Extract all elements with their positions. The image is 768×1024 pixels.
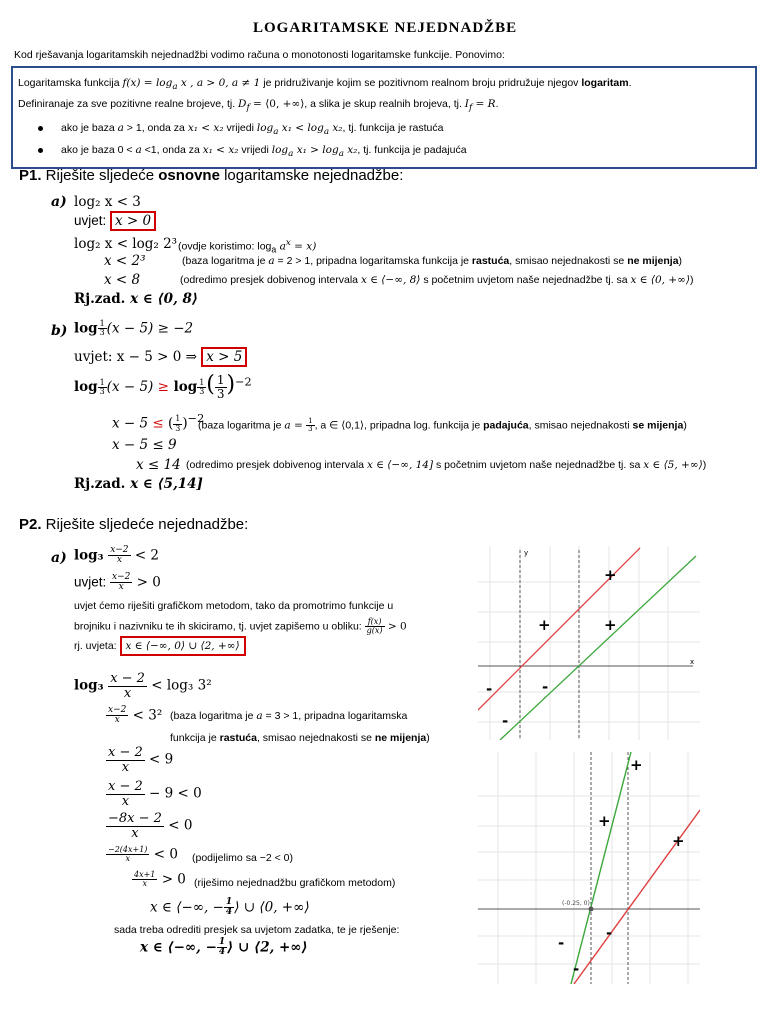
p2a-note-7: funkcija je rastuća, smisao nejednakosti se ne mijenja) [170,732,430,744]
p1a-line-1: log₂ x < 3 [74,194,141,210]
definition-bullet-1: ako je baza a > 1, onda za x₁ < x₂ vrijedi $\log_a x_1 < \log_a x_2$, tj. funkcija je rastuća [38,122,443,137]
bullet-icon [38,148,43,153]
p2a-line-10: $\frac{-8x - 2}{x}$ < 0 [108,811,193,841]
minus-sign: - [558,934,565,952]
p1b-line-3: log $\frac{1}{3}$ (x − 5) ≥ log $\frac{1}{3}$ ( $\frac{1}{3}$ )$^{-2}$ [74,372,252,401]
graph-2 [478,752,700,984]
page-title: LOGARITAMSKE NEJEDNADŽBE [253,20,518,36]
x-axis-label: x [690,658,695,666]
point-label: (-0.25, 0) [562,900,590,907]
minus-sign: - [573,960,580,978]
p2a-uvjet: uvjet: $\frac{x-2}{x}$ > 0 [74,572,161,593]
p1b-answer: Rj.zad. x ∈ ⟨5,14] [74,476,203,492]
definition-line-2: Definiranaje za sve pozitivne realne brojeve, tj. $D_f$ = ⟨0, +∞⟩, a slika je skup realnih brojeva, tj. $I_f = R$. [18,98,499,114]
p1b-label: b) [51,323,68,339]
intersection-point [589,907,594,912]
p2a-text-14: sada treba odrediti presjek sa uvjetom zadatka, te je rješenje: [114,924,400,936]
p2a-answer: x ∈ ⟨−∞, − $\frac{1}{4}$ ⟩ ∪ ⟨2, +∞⟩ [140,937,308,958]
definition-bullet-2: ako je baza 0 < a <1, onda za x₁ < x₂ vrijedi $\log_a x_1 > \log_a x_2$, tj. funkcija je padajuća [38,144,467,159]
minus-sign: - [502,712,509,730]
plus-sign: + [630,756,643,774]
definition-line-1: Logaritamska funkcija $f(x) = \log_a x$ , a > 0, a ≠ 1 je pridruživanje kojim se pozitivnom realnom broju pridružuje njegov logaritam. [18,77,632,93]
minus-sign: - [542,678,549,696]
p1a-line-5: x < 8 [104,272,141,288]
p2a-text-1: uvjet ćemo riješiti grafičkom metodom, tako da promotrimo funkcije u [74,600,394,612]
p1-heading: P1. Riješite sljedeće osnovne logaritamske nejednadžbe: [19,167,404,184]
p2a-line-8: $\frac{x - 2}{x}$ < 9 [108,745,174,775]
p1a-line-3: log₂ x < log₂ 2³ [74,236,178,252]
p2a-label: a) [51,550,67,566]
p2a-note-6: (baza logaritma je a = 3 > 1, pripadna logaritamska [170,710,408,722]
p1a-line-4: x < 2³ [104,253,146,269]
plus-sign: + [598,812,611,830]
p1a-note-3: (ovdje koristimo: $\log_a a^x = x$) [178,238,317,255]
p1b-uvjet: uvjet: x − 5 > 0 ⇒ x > 5 [74,349,247,365]
p2a-line-13: x ∈ ⟨−∞, − $\frac{1}{4}$ ⟩ ∪ ⟨0, +∞⟩ [150,897,310,918]
p1b-line-5: x − 5 ≤ 9 [112,437,177,453]
p2a-uvjet-box: x ∈ ⟨−∞, 0⟩ ∪ ⟨2, +∞⟩ [120,636,246,656]
p1a-uvjet-box: x > 0 [110,211,156,231]
p1a-answer: Rj.zad. x ∈ ⟨0, 8⟩ [74,291,199,307]
p2a-line-9: $\frac{x - 2}{x}$ − 9 < 0 [108,779,202,809]
p2a-note-12: (riješimo nejednadžbu grafičkom metodom) [194,877,396,889]
p1b-line-1: log $\frac{1}{3}$ (x − 5) ≥ −2 [74,319,194,338]
p1a-uvjet: uvjet: x > 0 [74,213,156,229]
minus-sign: - [486,680,493,698]
p1a-label: a) [51,194,67,210]
p1b-note-4: (baza logaritma je a = $\frac{1}{3}$ , a ∈ ⟨0,1⟩, pripadna log. funkcija je padajuća, smisao nejednakosti se mijenja) [198,417,687,434]
plus-sign: + [604,566,617,584]
bullet-icon [38,126,43,131]
p1a-note-4: (baza logaritma je a = 2 > 1, pripadna logaritamska funkcija je rastuća, smisao nejednakosti se ne mijenja) [182,255,683,267]
p2a-note-11: (podijelimo sa −2 < 0) [192,852,293,864]
plus-sign: + [604,616,617,634]
p2a-line-5: log₃ $\frac{x - 2}{x}$ < log₃ 3² [74,671,212,701]
minus-sign: - [606,924,613,942]
p1b-note-6: (odredimo presjek dobivenog intervala x ∈ ⟨−∞, 14] s početnim uvjetom naše nejednadžbe tj. sa x ∈ ⟨5, +∞⟩) [186,459,707,471]
p1b-uvjet-box: x > 5 [201,347,247,367]
p2-heading: P2. Riješite sljedeće nejednadžbe: [19,516,249,533]
p2a-line-11: $\frac{-2(4x+1)}{x}$ < 0 [108,845,178,864]
p2a-line-1: log₃ $\frac{x-2}{x}$ < 2 [74,545,160,566]
p2a-line-12: $\frac{4x+1}{x}$ > 0 [134,870,186,889]
y-axis-label: y [524,549,529,557]
p1b-line-6: x ≤ 14 [136,457,181,473]
p2a-line-6: $\frac{x-2}{x}$ < 3² [108,705,163,726]
p2a-text-2: brojniku i nazivniku te ih skiciramo, tj. uvjet zapišemo u obliku: $\frac{f(x)}{g(x)}$ > 0 [74,617,407,636]
graph-1 [478,546,700,740]
plus-sign: + [538,616,551,634]
plus-sign: + [672,832,685,850]
p1a-note-5: (odredimo presjek dobivenog intervala x ∈ ⟨−∞, 8⟩ s početnim uvjetom naše nejednadžbe tj. sa x ∈ ⟨0, +∞⟩) [180,274,694,286]
intro-text: Kod rješavanja logaritamskih nejednadžbi vodimo računa o monotonosti logaritamske funkcije. Ponovimo: [14,49,505,61]
p2a-uvjet-solution: rj. uvjeta: x ∈ ⟨−∞, 0⟩ ∪ ⟨2, +∞⟩ [74,640,246,652]
p1b-line-4: x − 5 ≤ ( $\frac{1}{3}$ )$^{-2}$ [112,412,205,433]
